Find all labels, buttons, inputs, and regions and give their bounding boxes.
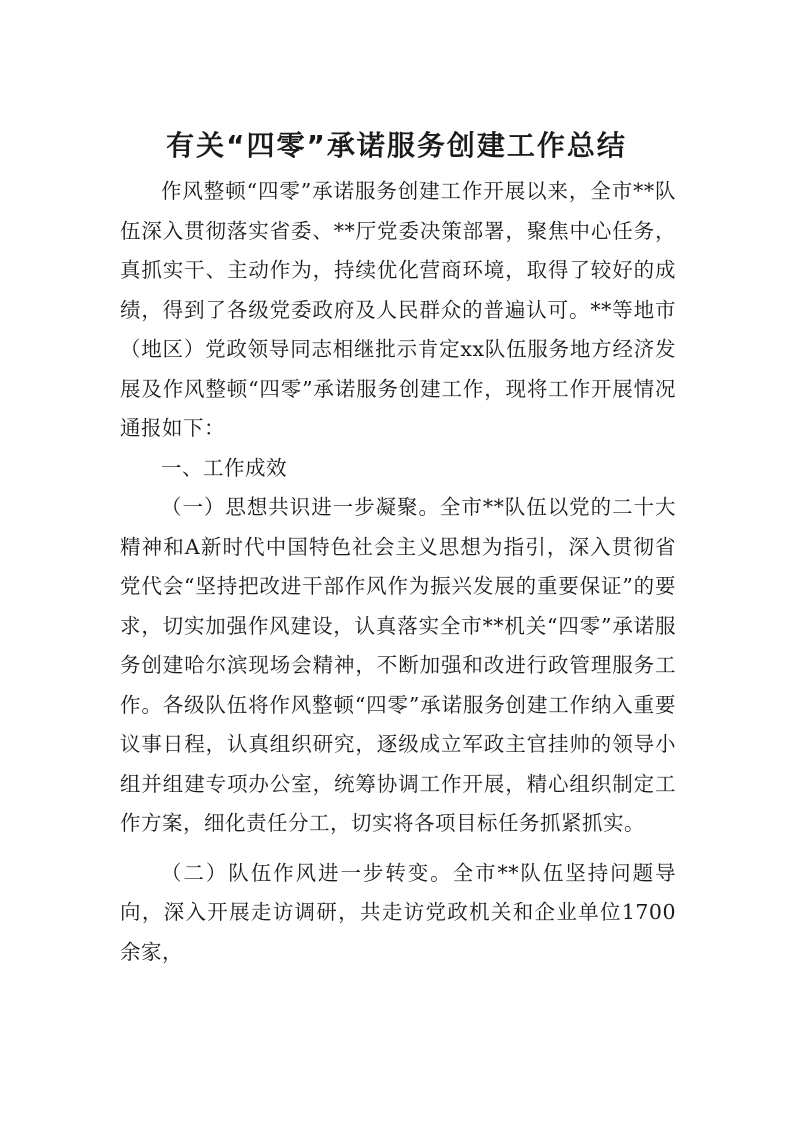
intro-paragraph: 作风整顿“四零”承诺服务创建工作开展以来，全市**队伍深入贯彻落实省委、**厅党委决策部署，聚焦中心任务，真抓实干、主动作为，持续优化营商环境，取得了较好的成绩，得到了各级党委政府及人民群众的普遍认可。**等地市（地区）党政领导同志相继批示肯定xx队伍服务地方经济发展及作风整顿“四零”承诺服务创建工作，现将工作开展情况通报如下： — [120, 179, 676, 440]
paragraph-ideological-consensus: （一）思想共识进一步凝聚。全市**队伍以党的二十大精神和A新时代中国特色社会主义思想为指引，深入贯彻省党代会“坚持把改进干部作风作为振兴发展的重要保证”的要求，切实加强作风建设，认真落实全市**机关“四零”承诺服务创建哈尔滨现场会精神，不断加强和改进行政管理服务工作。各级队伍将作风整顿“四零”承诺服务创建工作纳入重要议事日程，认真组织研究，逐级成立军政主官挂帅的领导小组并组建专项办公室，统筹协调工作开展，精心组织制定工作方案，细化责任分工，切实将各项目标任务抓紧抓实。 — [120, 495, 676, 835]
section-heading-work-results: 一、工作成效 — [161, 455, 287, 480]
paragraph-spacer — [120, 844, 676, 854]
document-title: 有关“四零”承诺服务创建工作总结 — [166, 129, 627, 162]
document-body — [120, 172, 676, 972]
paragraph-team-style: （二）队伍作风进一步转变。全市**队伍坚持问题导向，深入开展走访调研，共走访党政机关和企业单位1700余家， — [120, 860, 676, 964]
